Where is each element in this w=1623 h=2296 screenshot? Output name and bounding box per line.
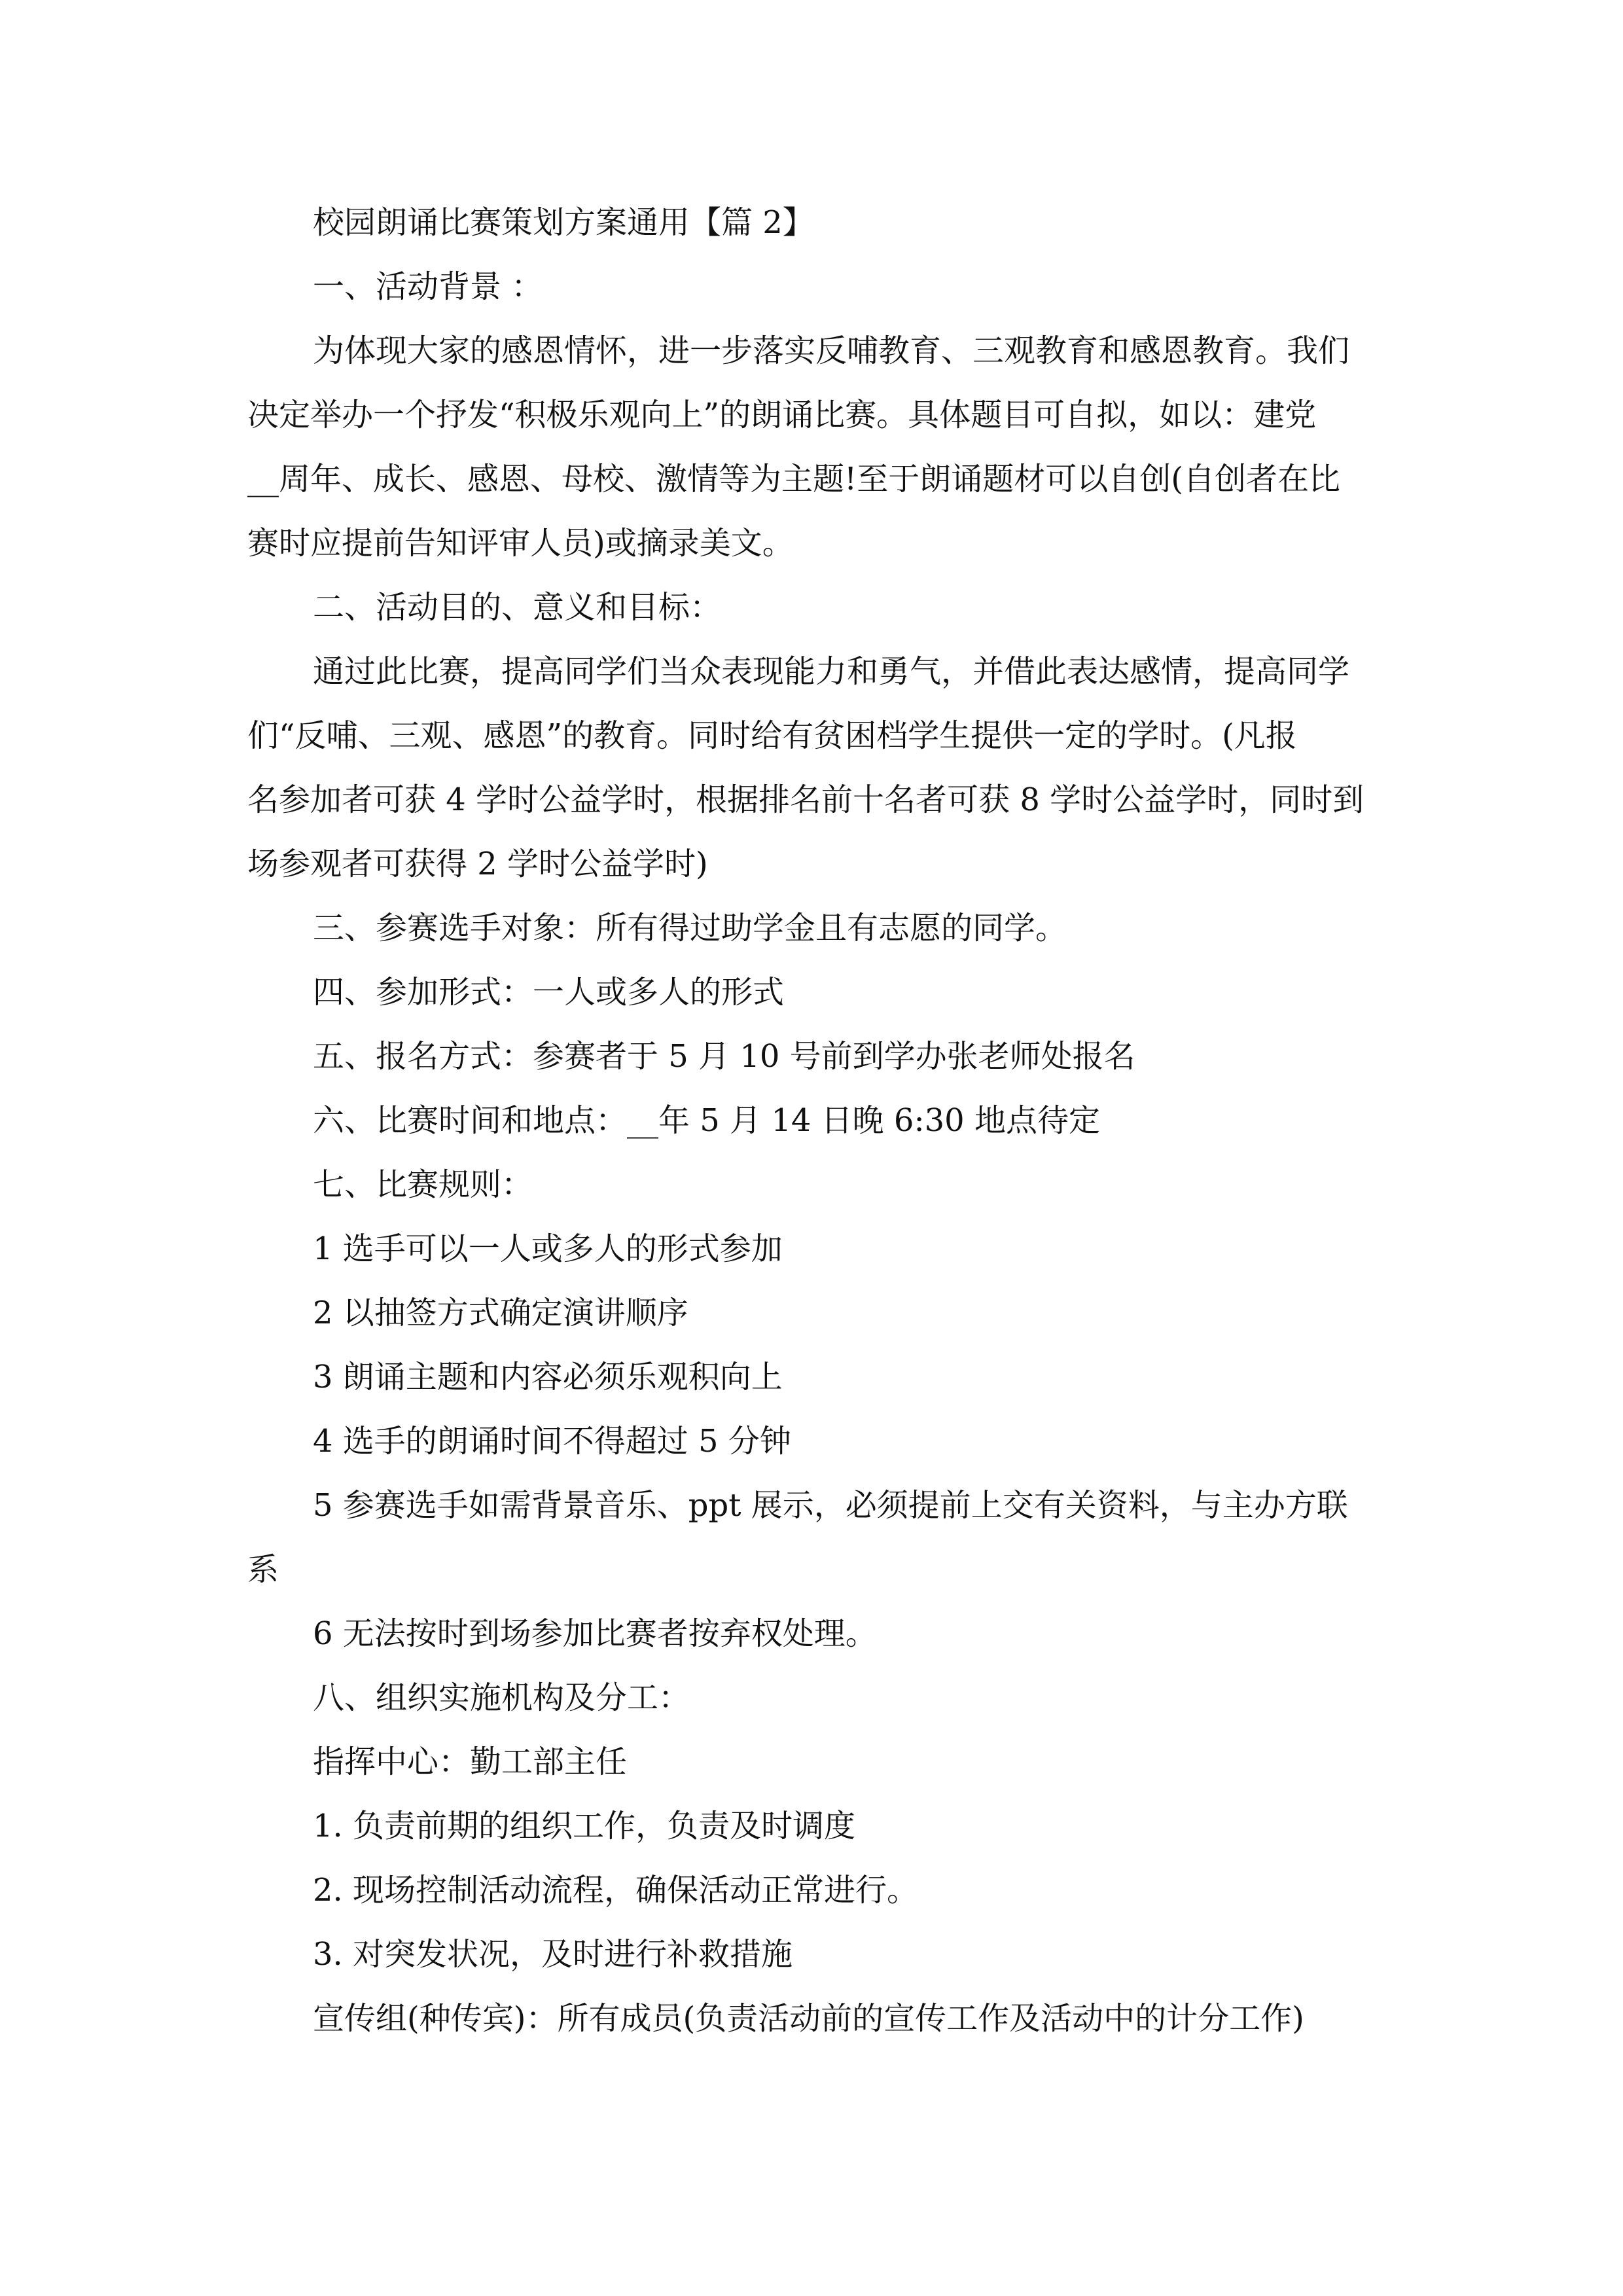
rule-item-continuation: 系 <box>247 1551 279 1588</box>
section-heading-rules: 七、比赛规则： <box>313 1166 533 1203</box>
rule-item: 3 朗诵主题和内容必须乐观积向上 <box>313 1359 783 1395</box>
section-participants: 三、参赛选手对象：所有得过助学金且有志愿的同学。 <box>313 910 1067 946</box>
rule-item: 5 参赛选手如需背景音乐、ppt 展示，必须提前上交有关资料，与主办方联 <box>313 1487 1348 1524</box>
paragraph-line: 们“反哺、三观、感恩”的教育。同时给有贫困档学生提供一定的学时。(凡报 <box>247 717 1297 754</box>
paragraph-line: 决定举办一个抒发“积极乐观向上”的朗诵比赛。具体题目可自拟，如以：建党 <box>247 397 1317 433</box>
paragraph-line: __周年、成长、感恩、母校、激情等为主题!至于朗诵题材可以自创(自创者在比 <box>247 461 1341 497</box>
paragraph-line: 为体现大家的感恩情怀，进一步落实反哺教育、三观教育和感恩教育。我们 <box>313 332 1350 369</box>
paragraph-line: 通过此比赛，提高同学们当众表现能力和勇气，并借此表达感情，提高同学 <box>313 653 1350 690</box>
section-heading-purpose: 二、活动目的、意义和目标： <box>313 589 722 626</box>
duty-item: 2. 现场控制活动流程，确保活动正常进行。 <box>313 1872 919 1909</box>
duty-item: 3. 对突发状况，及时进行补救措施 <box>313 1936 793 1973</box>
section-registration: 五、报名方式：参赛者于 5 月 10 号前到学办张老师处报名 <box>313 1038 1135 1075</box>
rule-item: 2 以抽签方式确定演讲顺序 <box>313 1295 688 1331</box>
rule-item: 6 无法按时到场参加比赛者按弃权处理。 <box>313 1615 877 1652</box>
command-center-line: 指挥中心：勤工部主任 <box>313 1744 628 1780</box>
section-heading-background: 一、活动背景 ： <box>313 268 543 305</box>
document-title: 校园朗诵比赛策划方案通用【篇 2】 <box>313 204 814 241</box>
paragraph-line: 场参观者可获得 2 学时公益学时) <box>247 846 708 882</box>
section-format: 四、参加形式：一人或多人的形式 <box>313 974 785 1011</box>
section-heading-organization: 八、组织实施机构及分工： <box>313 1679 690 1716</box>
duty-item: 1. 负责前期的组织工作，负责及时调度 <box>313 1808 856 1844</box>
publicity-group-line: 宣传组(种传宾)：所有成员(负责活动前的宣传工作及活动中的计分工作) <box>313 2000 1304 2037</box>
paragraph-line: 名参加者可获 4 学时公益学时，根据排名前十名者可获 8 学时公益学时，同时到 <box>247 781 1364 818</box>
rule-item: 1 选手可以一人或多人的形式参加 <box>313 1230 783 1267</box>
paragraph-line: 赛时应提前告知评审人员)或摘录美文。 <box>247 525 794 562</box>
section-time-location: 六、比赛时间和地点：__年 5 月 14 日晚 6:30 地点待定 <box>313 1102 1100 1139</box>
rule-item: 4 选手的朗诵时间不得超过 5 分钟 <box>313 1423 791 1460</box>
